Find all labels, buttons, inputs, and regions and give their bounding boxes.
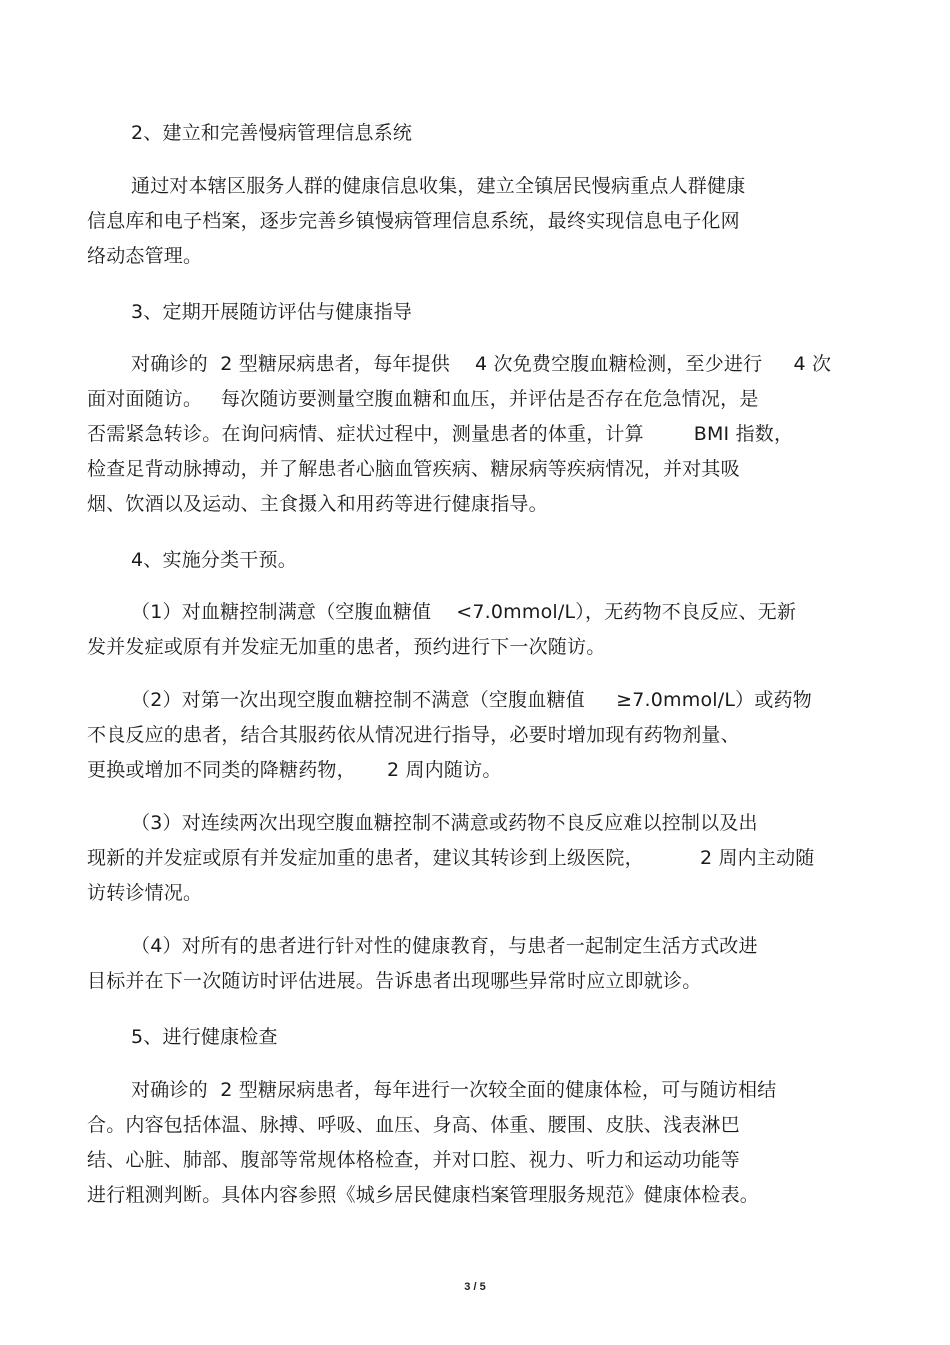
item-3-line-3: 访转诊情况。 [87, 882, 203, 904]
item-2-line-3: 更换或增加不同类的降糖药物， 2 周内随访。 [87, 759, 502, 781]
section-5-line-2: 合。内容包括体温、脉搏、呼吸、血压、身高、体重、腰围、皮肤、浅表淋巴 [87, 1114, 740, 1136]
item-1-line-2: 发并发症或原有并发症无加重的患者，预约进行下一次随访。 [87, 636, 606, 658]
section-3-line-1: 对确诊的 2 型糖尿病患者，每年提供 4 次免费空腹血糖检测，至少进行 4 次 [131, 353, 832, 375]
item-4-line-1: （4）对所有的患者进行针对性的健康教育，与患者一起制定生活方式改进 [131, 935, 758, 957]
section-2-line-2: 信息库和电子档案，逐步完善乡镇慢病管理信息系统，最终实现信息电子化网 [87, 210, 740, 232]
item-2-line-2: 不良反应的患者，结合其服药依从情况进行指导，必要时增加现有药物剂量、 [87, 724, 740, 746]
section-3-line-3: 否需紧急转诊。在询问病情、症状过程中，测量患者的体重，计算 BMI 指数， [87, 423, 794, 445]
item-1-line-1: （1）对血糖控制满意（空腹血糖值 <7.0mmol/L），无药物不良反应、无新 [131, 601, 797, 623]
section-5-line-1: 对确诊的 2 型糖尿病患者，每年进行一次较全面的健康体检，可与随访相结 [131, 1079, 777, 1101]
item-3-line-1: （3）对连续两次出现空腹血糖控制不满意或药物不良反应难以控制以及出 [131, 812, 758, 834]
section-5-heading: 5、进行健康检查 [131, 1026, 278, 1048]
section-3-line-4: 检查足背动脉搏动，并了解患者心脑血管疾病、糖尿病等疾病情况，并对其吸 [87, 458, 740, 480]
section-3-heading: 3、定期开展随访评估与健康指导 [131, 301, 413, 323]
section-2-heading: 2、建立和完善慢病管理信息系统 [131, 122, 413, 144]
page-number: 3 / 5 [464, 1281, 486, 1293]
item-4-line-2: 目标并在下一次随访时评估进展。告诉患者出现哪些异常时应立即就诊。 [87, 970, 702, 992]
item-2-line-1: （2）对第一次出现空腹血糖控制不满意（空腹血糖值 ≥7.0mmol/L）或药物 [131, 689, 812, 711]
section-5-line-4: 进行粗测判断。具体内容参照《城乡居民健康档案管理服务规范》健康体检表。 [87, 1184, 760, 1206]
section-4-heading: 4、实施分类干预。 [131, 549, 297, 571]
section-3-line-2: 面对面随访。 每次随访要测量空腹血糖和血压，并评估是否存在危急情况，是 [87, 388, 759, 410]
item-3-line-2: 现新的并发症或原有并发症加重的患者，建议其转诊到上级医院， 2 周内主动随 [87, 847, 815, 869]
section-3-line-5: 烟、饮酒以及运动、主食摄入和用药等进行健康指导。 [87, 493, 548, 515]
section-5-line-3: 结、心脏、肺部、腹部等常规体格检查，并对口腔、视力、听力和运动功能等 [87, 1149, 740, 1171]
section-2-line-3: 络动态管理。 [87, 245, 203, 267]
section-2-line-1: 通过对本辖区服务人群的健康信息收集，建立全镇居民慢病重点人群健康 [131, 175, 746, 197]
